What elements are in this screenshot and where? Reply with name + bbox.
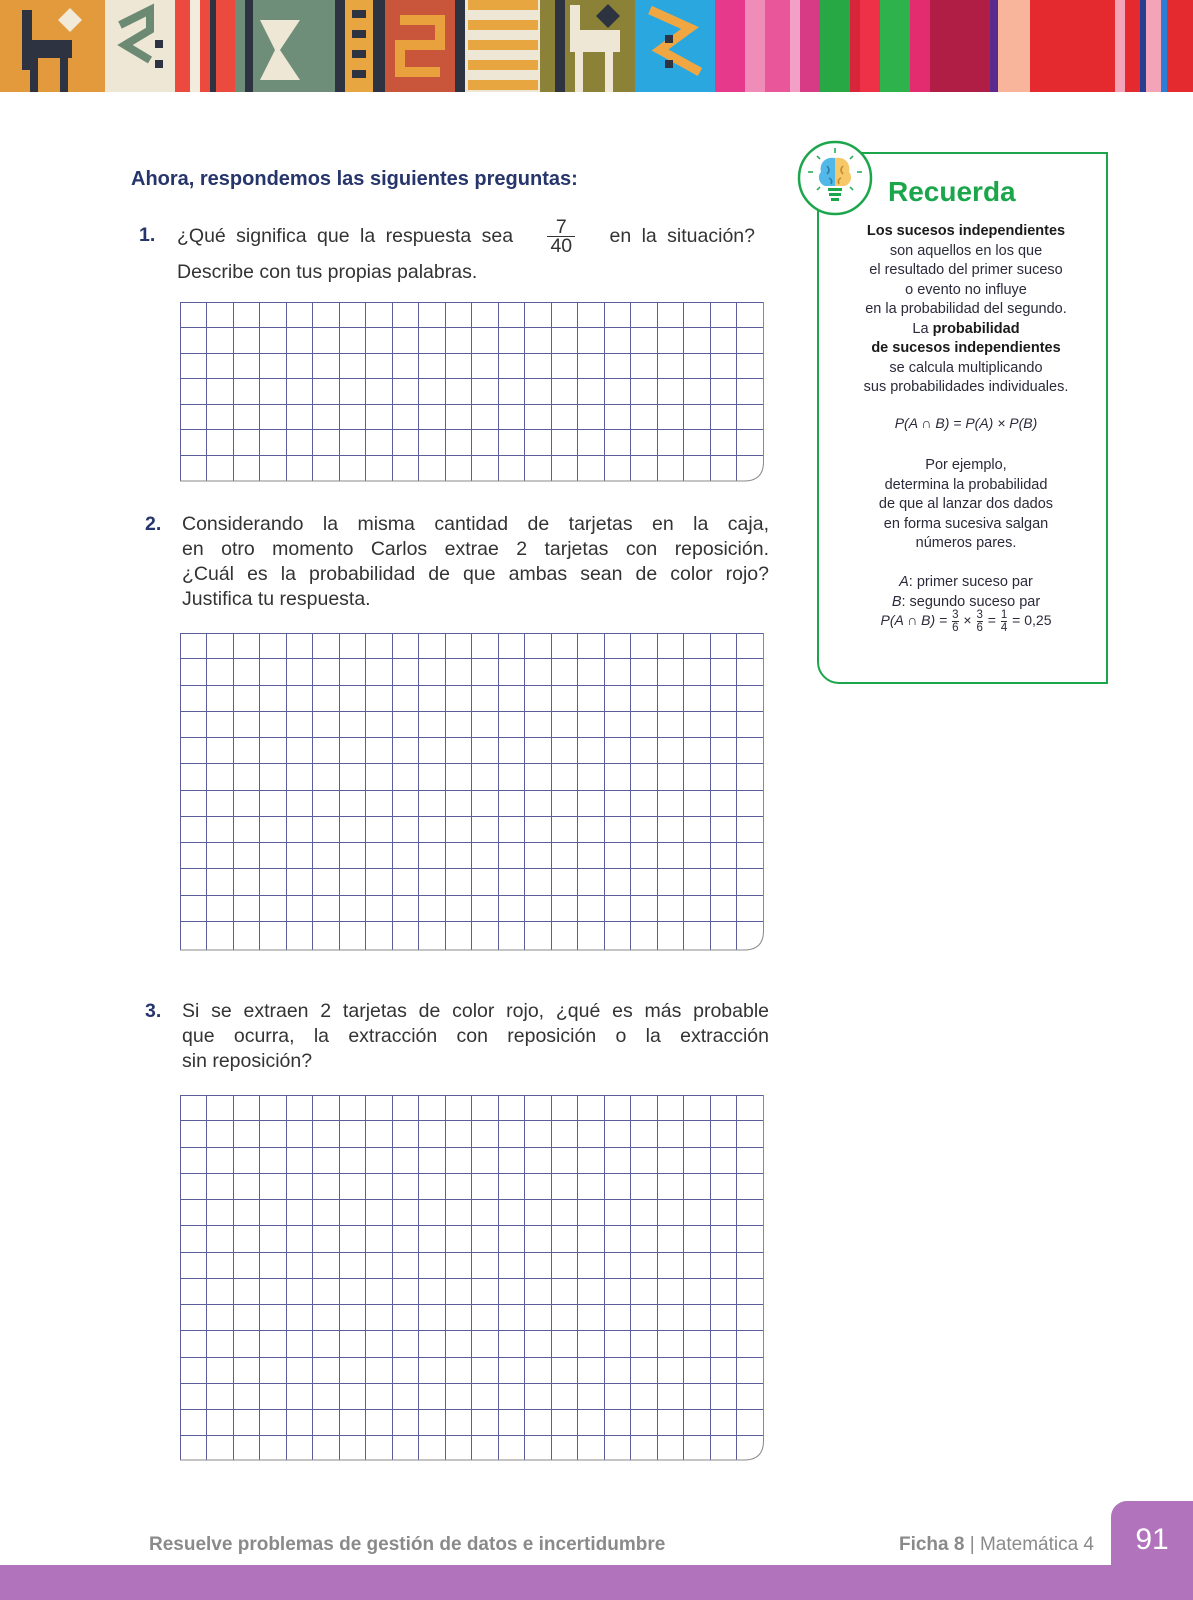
question-text: ¿Qué significa que la respuesta sea bbox=[177, 225, 514, 247]
question-number: 3. bbox=[145, 1000, 162, 1022]
fraction: $\frac{3}{6}$ bbox=[952, 609, 959, 634]
answer-grid-3[interactable] bbox=[180, 1095, 764, 1461]
recuerda-calculation: P(A ∩ B) = $\frac{3}{6}$ × $\frac{3}{6}$ = $\frac{1}{4}$ = 0,25 bbox=[880, 609, 1052, 634]
recuerda-formula: P(A ∩ B) = P(A) × P(B) bbox=[894, 415, 1038, 431]
footer-bar bbox=[0, 1565, 1193, 1600]
footer-ficha: Ficha 8 | Matemática 4 bbox=[898, 1534, 1094, 1555]
recuerda-definition: Los sucesos independientes son aquellos en los que el resultado del primer suceso o evento no influye en la probabilidad del segundo. La probabilidad de sucesos independientes se calcula multiplicando sus probabilidades individuales. bbox=[863, 223, 1069, 395]
answer-grid-2[interactable] bbox=[180, 633, 764, 951]
question-text: que ocurra, la extracción con reposición o la extracción bbox=[182, 1025, 769, 1047]
footer-competency: Resuelve problemas de gestión de datos e incertidumbre bbox=[149, 1534, 666, 1555]
fraction: $\frac{3}{6}$ bbox=[976, 609, 983, 634]
answer-grid-1[interactable] bbox=[180, 302, 764, 482]
page-number: 91 bbox=[1135, 1523, 1169, 1556]
question-text: Si se extraen 2 tarjetas de color rojo, ¿qué es más probable bbox=[182, 1000, 769, 1022]
decorative-textile-banner bbox=[0, 0, 1193, 92]
question-number: 1. bbox=[139, 224, 156, 246]
recuerda-example: Por ejemplo, determina la probabilidad de que al lanzar dos dados en forma sucesiva salgan números pares. bbox=[878, 457, 1054, 551]
question-text: ¿Cuál es la probabilidad de que ambas sean de color rojo? bbox=[182, 563, 769, 585]
fraction: $\frac{7}{40}$ bbox=[547, 218, 575, 255]
question-text: sin reposición? bbox=[182, 1050, 313, 1072]
fraction: $\frac{1}{4}$ bbox=[1000, 609, 1008, 634]
question-text: Describe con tus propias palabras. bbox=[177, 261, 478, 283]
question-text: Considerando la misma cantidad de tarjetas en la caja, bbox=[182, 513, 769, 535]
brain-lightbulb-icon bbox=[797, 140, 873, 216]
activity-intro: Ahora, respondemos las siguientes preguntas: bbox=[131, 168, 578, 190]
question-text: en otro momento Carlos extrae 2 tarjetas con reposición. bbox=[182, 538, 769, 560]
recuerda-title: Recuerda bbox=[888, 176, 1016, 207]
question-text: Justifica tu respuesta. bbox=[182, 588, 371, 610]
question-number: 2. bbox=[145, 513, 162, 535]
recuerda-events: A: primer suceso par B: segundo suceso par bbox=[891, 574, 1041, 610]
question-text: en la situación? bbox=[609, 225, 755, 247]
